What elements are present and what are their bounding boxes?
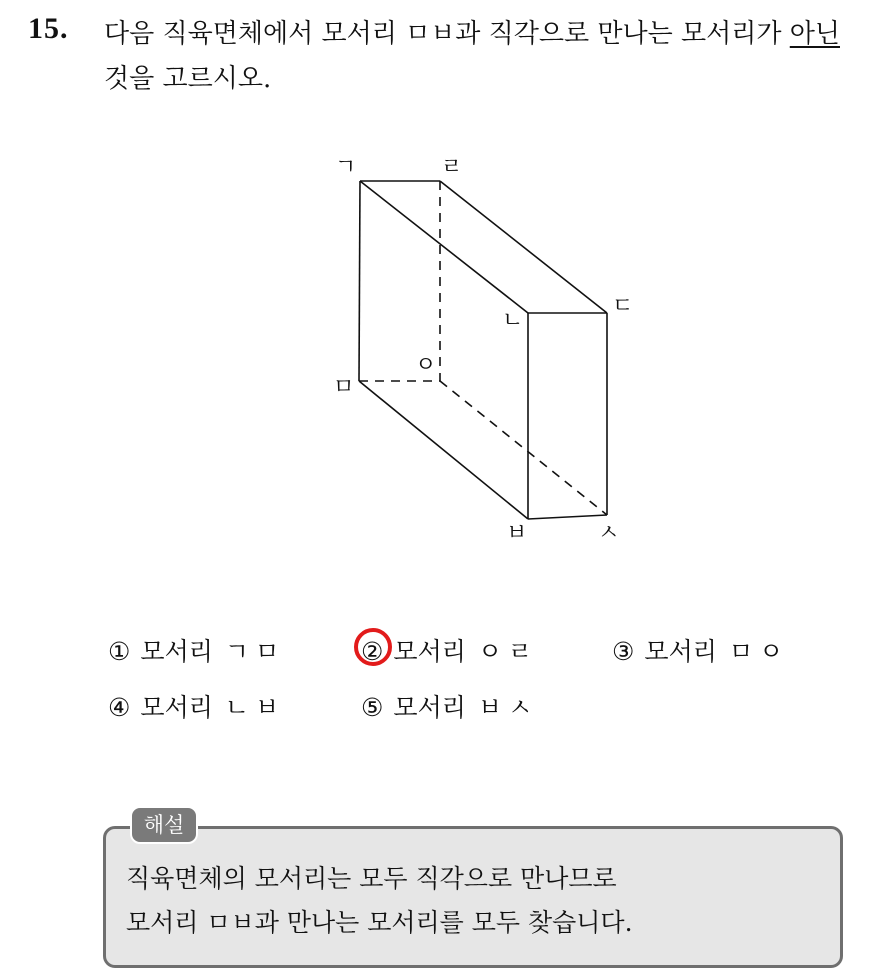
choice-word: 모서리 — [644, 637, 717, 666]
edge-b-s — [528, 515, 607, 519]
choice-word: 모서리 — [393, 637, 466, 666]
choice-5[interactable] — [361, 688, 538, 724]
question-emphasis: 아닌 — [789, 19, 840, 49]
question-text-line2: 것을 고르시오. — [104, 64, 272, 94]
question-text — [104, 12, 874, 102]
edge-r-d — [440, 181, 607, 313]
vertex-label-o: ㅇ — [415, 353, 437, 378]
vertex-label-b: ㅂ — [506, 521, 528, 546]
explanation-line2: 모서리 ㅁㅂ과 만나는 모서리를 모두 찾습니다. — [126, 908, 633, 937]
choice-edge: ㄴㅂ — [224, 693, 286, 722]
choice-4[interactable] — [108, 688, 285, 724]
vertex-label-g: ㄱ — [335, 155, 357, 180]
question-text-line1: 다음 직육면체에서 모서리 ㅁㅂ과 직각으로 만나는 모서리가 — [104, 19, 790, 49]
choice-edge: ㅁㅇ — [728, 637, 790, 666]
vertex-label-s: ㅅ — [598, 521, 620, 546]
choice-number: ③ — [612, 637, 635, 666]
vertex-label-d: ㄷ — [612, 294, 634, 319]
edge-g-n — [360, 181, 528, 313]
choice-number: ⑤ — [361, 693, 384, 722]
edge-o-s — [440, 381, 607, 515]
explanation-line1: 직육면체의 모서리는 모두 직각으로 만나므로 — [126, 864, 617, 893]
choice-number: ② — [361, 637, 384, 666]
explanation-tag: 해설 — [130, 806, 198, 844]
choice-edge: ㅂㅅ — [477, 693, 539, 722]
vertex-label-m: ㅁ — [333, 375, 355, 400]
question-number: 15. — [28, 12, 69, 45]
choice-edge: ㄱㅁ — [224, 637, 286, 666]
choice-number: ① — [108, 637, 131, 666]
choice-number: ④ — [108, 693, 131, 722]
choice-2[interactable] — [361, 632, 538, 668]
vertex-label-n: ㄴ — [502, 308, 524, 333]
choice-word: 모서리 — [140, 637, 213, 666]
vertex-label-r: ㄹ — [441, 155, 463, 180]
choice-word: 모서리 — [393, 693, 466, 722]
choice-3[interactable] — [612, 632, 789, 668]
choice-edge: ㅇㄹ — [477, 637, 539, 666]
edge-m-b — [359, 381, 528, 519]
edge-g-m — [359, 181, 360, 381]
explanation-text — [126, 857, 826, 945]
choice-1[interactable] — [108, 632, 285, 668]
choice-word: 모서리 — [140, 693, 213, 722]
